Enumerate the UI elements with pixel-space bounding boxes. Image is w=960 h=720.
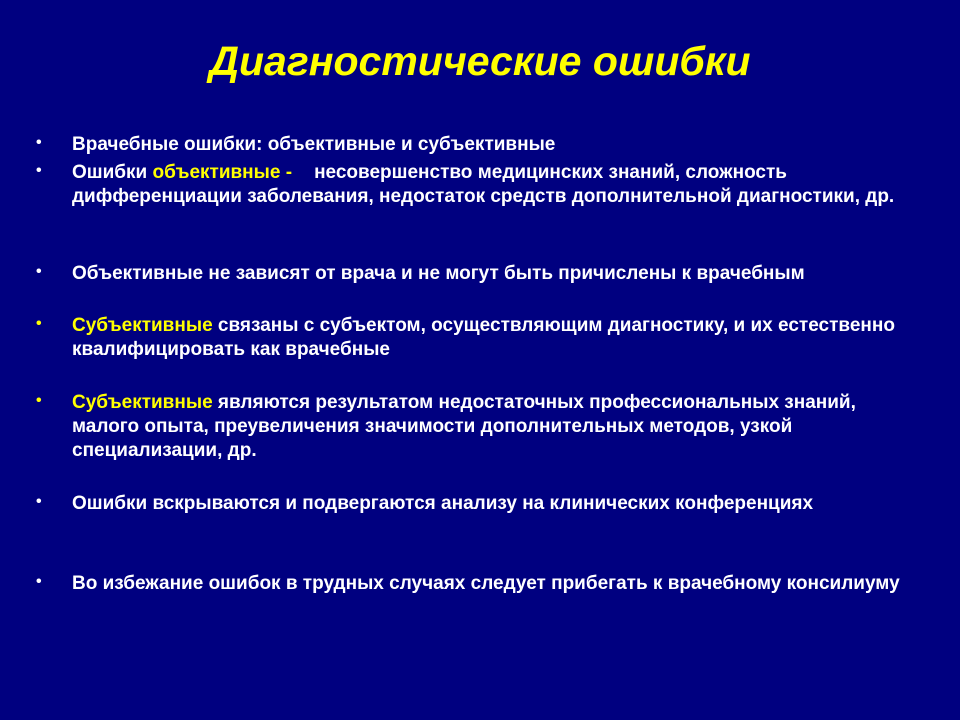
bullet-text: Субъективные связаны с субъектом, осуществляющим диагностику, и их естественно квалифицировать как врачебные <box>72 315 895 360</box>
bullet-text: Ошибки объективные - несовершенство медицинских знаний, сложность дифференциации заболевания, недостаток средств дополнительной диагностики, др. <box>72 162 895 207</box>
bullet-item <box>36 572 916 596</box>
bullet-item <box>36 391 916 463</box>
bullet-text: Врачебные ошибки: объективные и субъективные <box>72 134 556 155</box>
bullet-dot-icon: • <box>36 162 42 179</box>
bullet-item <box>36 492 916 516</box>
slide-title: Диагностические ошибки <box>209 38 751 84</box>
bullet-item <box>36 133 916 157</box>
bullet-dot-icon: • <box>36 315 42 332</box>
bullet-text: Ошибки вскрываются и подвергаются анализу на клинических конференциях <box>72 493 814 514</box>
highlight-term: Субъективные <box>72 315 213 336</box>
bullet-dot-icon: • <box>36 134 42 151</box>
bullet-dot-icon: • <box>36 263 42 280</box>
bullet-dot-icon: • <box>36 573 42 590</box>
highlight-term: Субъективные <box>72 392 213 413</box>
bullet-item <box>36 161 916 209</box>
bullet-item <box>36 262 916 286</box>
bullet-dot-icon: • <box>36 493 42 510</box>
bullet-text: Субъективные являются результатом недостаточных профессиональных знаний, малого опыта, преувеличения значимости дополнительных методов, узкой специализации, др. <box>72 392 856 461</box>
highlight-term: объективные - <box>152 162 293 183</box>
bullet-dot-icon: • <box>36 392 42 409</box>
bullet-text: Во избежание ошибок в трудных случаях следует прибегать к врачебному консилиуму <box>72 573 900 594</box>
bullet-item <box>36 314 916 362</box>
bullet-text: Объективные не зависят от врача и не могут быть причислены к врачебным <box>72 263 805 284</box>
